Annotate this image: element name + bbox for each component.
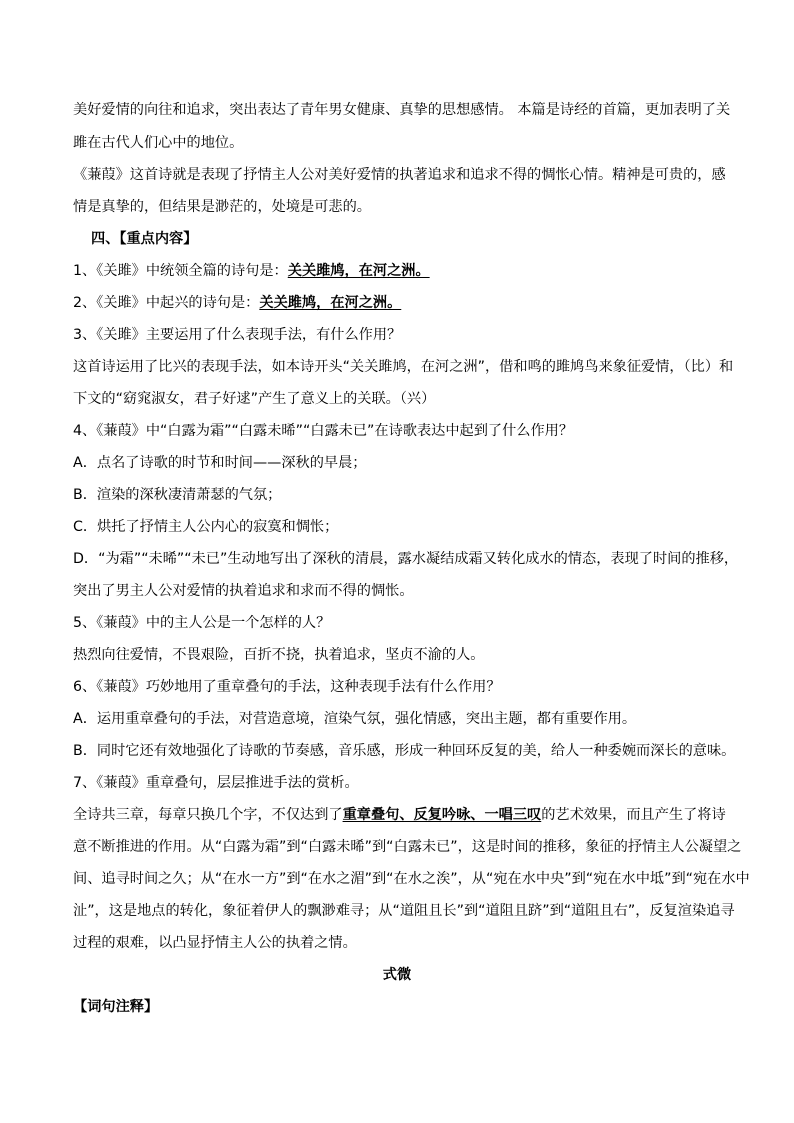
answer-7-line-1 (73, 805, 726, 825)
answer-7-line-3: 间、追寻时间之久；从“在水一方”到“在水之湄”到“在水之涘”，从“宛在水中央”到“宛在水中坻”到“宛在水中 (73, 871, 750, 887)
question-2-text: 2、《关雎》中起兴的诗句是： (73, 295, 260, 311)
question-7: 7、《蒹葭》重章叠句，层层推进手法的赏析。 (73, 775, 359, 791)
answer-7-line-5: 过程的艰难，以凸显抒情主人公的执着之情。 (73, 935, 357, 951)
question-2 (73, 293, 723, 313)
paragraph-line-1: 美好爱情的向往和追求，突出表达了青年男女健康、真挚的思想感情。 本篇是诗经的首篇，更加表明了关 (73, 102, 731, 118)
question-1-text: 1、《关雎》中统领全篇的诗句是： (73, 263, 288, 279)
answer-7-line-2: 意不断推进的作用。从“白露为霜”到“白露未晞”到“白露未已”，这是时间的推移，象征的抒情主人公凝望之 (73, 839, 742, 855)
paragraph-line-2: 雎在古代人们心中的地位。 (73, 135, 244, 151)
question-2-answer: 关关雎鸠，在河之洲。 (259, 295, 402, 311)
answer-7-emphasis: 重章叠句、反复吟咏、一唱三叹 (342, 807, 542, 823)
answer-3-line-1: 这首诗运用了比兴的表现手法，如本诗开头“关关雎鸠，在河之洲”，借和鸣的雎鸠鸟来象征爱情，（比）和 (73, 359, 734, 375)
question-1 (73, 261, 723, 281)
answer-7-line-1-end: 的艺术效果，而且产生了将诗 (541, 807, 726, 823)
answer-4-option-b: B．渲染的深秋凄清萧瑟的气氛； (73, 487, 282, 503)
answer-5: 热烈向往爱情，不畏艰险，百折不挠，执着追求，坚贞不渝的人。 (73, 647, 485, 663)
answer-6-option-b: B．同时它还有效地强化了诗歌的节奏感，音乐感，形成一种回环反复的美，给人一种委婉而深长的意味。 (73, 743, 736, 759)
question-5: 5、《蒹葭》中的主人公是一个怎样的人？ (73, 615, 331, 631)
question-1-answer: 关关雎鸠，在河之洲。 (287, 263, 430, 279)
paragraph-line-3: 《蒹葭》这首诗就是表现了抒情主人公对美好爱情的执著追求和追求不得的惆怅心情。精神是可贵的，感 (73, 167, 726, 183)
answer-7-line-4: 沚”，这是地点的转化，象征着伊人的飘渺难寻；从“道阻且长”到“道阻且跻”到“道阻且右”，反复渲染追寻 (73, 903, 735, 919)
answer-6-option-a: A．运用重章叠句的手法，对营造意境，渲染气氛，强化情感，突出主题，都有重要作用。 (73, 711, 637, 727)
question-6: 6、《蒹葭》巧妙地用了重章叠句的手法，这种表现手法有什么作用？ (73, 679, 501, 695)
paragraph-line-4: 情是真挚的，但结果是渺茫的，处境是可悲的。 (73, 199, 371, 215)
section-heading-annotations: 【词句注释】 (73, 999, 159, 1015)
question-3: 3、《关雎》主要运用了什么表现手法，有什么作用？ (73, 327, 402, 343)
poem-title: 式微 (382, 967, 412, 983)
section-heading-key-content: 四、【重点内容】 (91, 231, 198, 247)
answer-7-line-1-start: 全诗共三章，每章只换几个字，不仅达到了 (73, 807, 343, 823)
question-4: 4、《蒹葭》中“白露为霜”“白露未晞”“白露未已”在诗歌表达中起到了什么作用？ (73, 423, 574, 439)
answer-4-option-d-line-2: 突出了男主人公对爱情的执着追求和求而不得的惆怅。 (73, 583, 414, 599)
answer-3-line-2: 下文的“窈窕淑女，君子好逑”产生了意义上的关联。（兴） (73, 391, 436, 407)
answer-4-option-d-line-1: D．“为霜”“未晞”“未已”生动地写出了深秋的清晨，露水凝结成霜又转化成水的情态，表现了时间的推移， (73, 551, 739, 567)
answer-4-option-c: C．烘托了抒情主人公内心的寂寞和惆怅； (73, 519, 339, 535)
answer-4-option-a: A．点名了诗歌的时节和时间——深秋的早晨； (73, 455, 367, 471)
